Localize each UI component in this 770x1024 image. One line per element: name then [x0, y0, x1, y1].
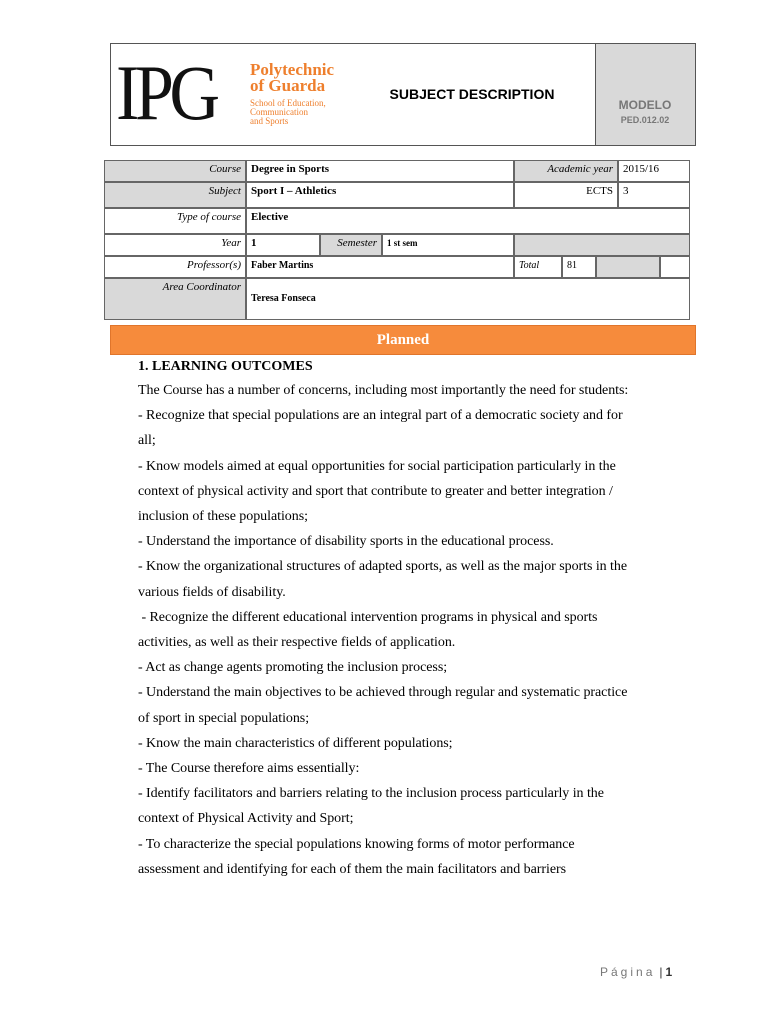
text-line: - Understand the importance of disability sports in the educational process.: [138, 534, 554, 550]
type-of-course-label: Type of course: [104, 208, 246, 234]
ects-label: ECTS: [514, 182, 618, 208]
year-value: 1: [246, 234, 320, 256]
planned-section-bar: Planned: [110, 325, 696, 355]
text-line: - Act as change agents promoting the inclusion process;: [138, 660, 448, 676]
text-line: activities, as well as their respective fields of application.: [138, 635, 456, 651]
text-line: - Recognize the different educational intervention programs in physical and sports: [138, 609, 598, 625]
text-line: inclusion of these populations;: [138, 509, 308, 525]
total-value: 81: [562, 256, 596, 278]
year-label: Year: [104, 234, 246, 256]
semester-label: Semester: [320, 234, 382, 256]
model-cell: [595, 44, 695, 145]
text-line: - Understand the main objectives to be achieved through regular and systematic practice: [138, 685, 628, 701]
text-line: of sport in special populations;: [138, 710, 310, 726]
model-label: MODELO: [618, 98, 672, 112]
document-header: [110, 43, 696, 146]
text-line: context of Physical Activity and Sport;: [138, 811, 354, 827]
text-line: assessment and identifying for each of them the main facilitators and barriers: [138, 861, 567, 877]
course-label: Course: [104, 160, 246, 182]
area-coordinator-label: Area Coordinator: [104, 278, 246, 320]
academic-year-label: Academic year: [514, 160, 618, 182]
blank-grey-cell: [596, 256, 660, 278]
learning-outcomes-text: [138, 378, 698, 882]
document-title-cell: [349, 44, 596, 145]
blank-grey-cell: [514, 234, 690, 256]
professor-value: Faber Martins: [246, 256, 514, 278]
academic-year-value: 2015/16: [618, 160, 690, 182]
text-line: The Course has a number of concerns, including most importantly the need for students:: [138, 383, 629, 398]
logo-ipg-text: IPG: [116, 49, 216, 136]
logo-school-text: School of Education, Communication and Sports: [250, 98, 326, 126]
learning-outcomes-section: [138, 356, 698, 882]
professor-label: Professor(s): [104, 256, 246, 278]
ipg-logo: [111, 44, 350, 145]
type-of-course-value: Elective: [246, 208, 690, 234]
page-footer: [600, 965, 672, 979]
semester-value: 1 st sem: [382, 234, 514, 256]
text-line: - The Course therefore aims essentially:: [138, 761, 360, 777]
total-label: Total: [514, 256, 562, 278]
text-line: - Recognize that special populations are an integral part of a democratic society and for: [138, 408, 623, 424]
section-title: 1. LEARNING OUTCOMES: [138, 359, 313, 374]
blank-cell: [660, 256, 690, 278]
page-separator: |: [659, 965, 663, 979]
logo-polytechnic-text: Polytechnic of Guarda: [250, 60, 335, 95]
page-word: Página: [600, 965, 656, 979]
course-value: Degree in Sports: [246, 160, 514, 182]
area-coordinator-value: Teresa Fonseca: [246, 278, 690, 320]
document-title: SUBJECT DESCRIPTION: [389, 86, 555, 102]
ects-value: 3: [618, 182, 690, 208]
text-line: - Know the organizational structures of adapted sports, as well as the major sports in the: [138, 559, 628, 575]
text-line: context of physical activity and sport that contribute to greater and better integration /: [138, 483, 613, 499]
text-line: various fields of disability.: [138, 584, 286, 600]
text-line: - To characterize the special populations knowing forms of motor performance: [138, 836, 575, 852]
text-line: - Know models aimed at equal opportunities for social participation particularly in the: [138, 458, 616, 474]
subject-info-table: [104, 160, 690, 320]
subject-label: Subject: [104, 182, 246, 208]
model-code: PED.012.02: [620, 115, 670, 125]
page-number: 1: [665, 965, 673, 979]
text-line: all;: [138, 433, 156, 449]
subject-value: Sport I – Athletics: [246, 182, 514, 208]
text-line: - Know the main characteristics of different populations;: [138, 735, 453, 751]
text-line: - Identify facilitators and barriers relating to the inclusion process particularly in the: [138, 786, 604, 802]
